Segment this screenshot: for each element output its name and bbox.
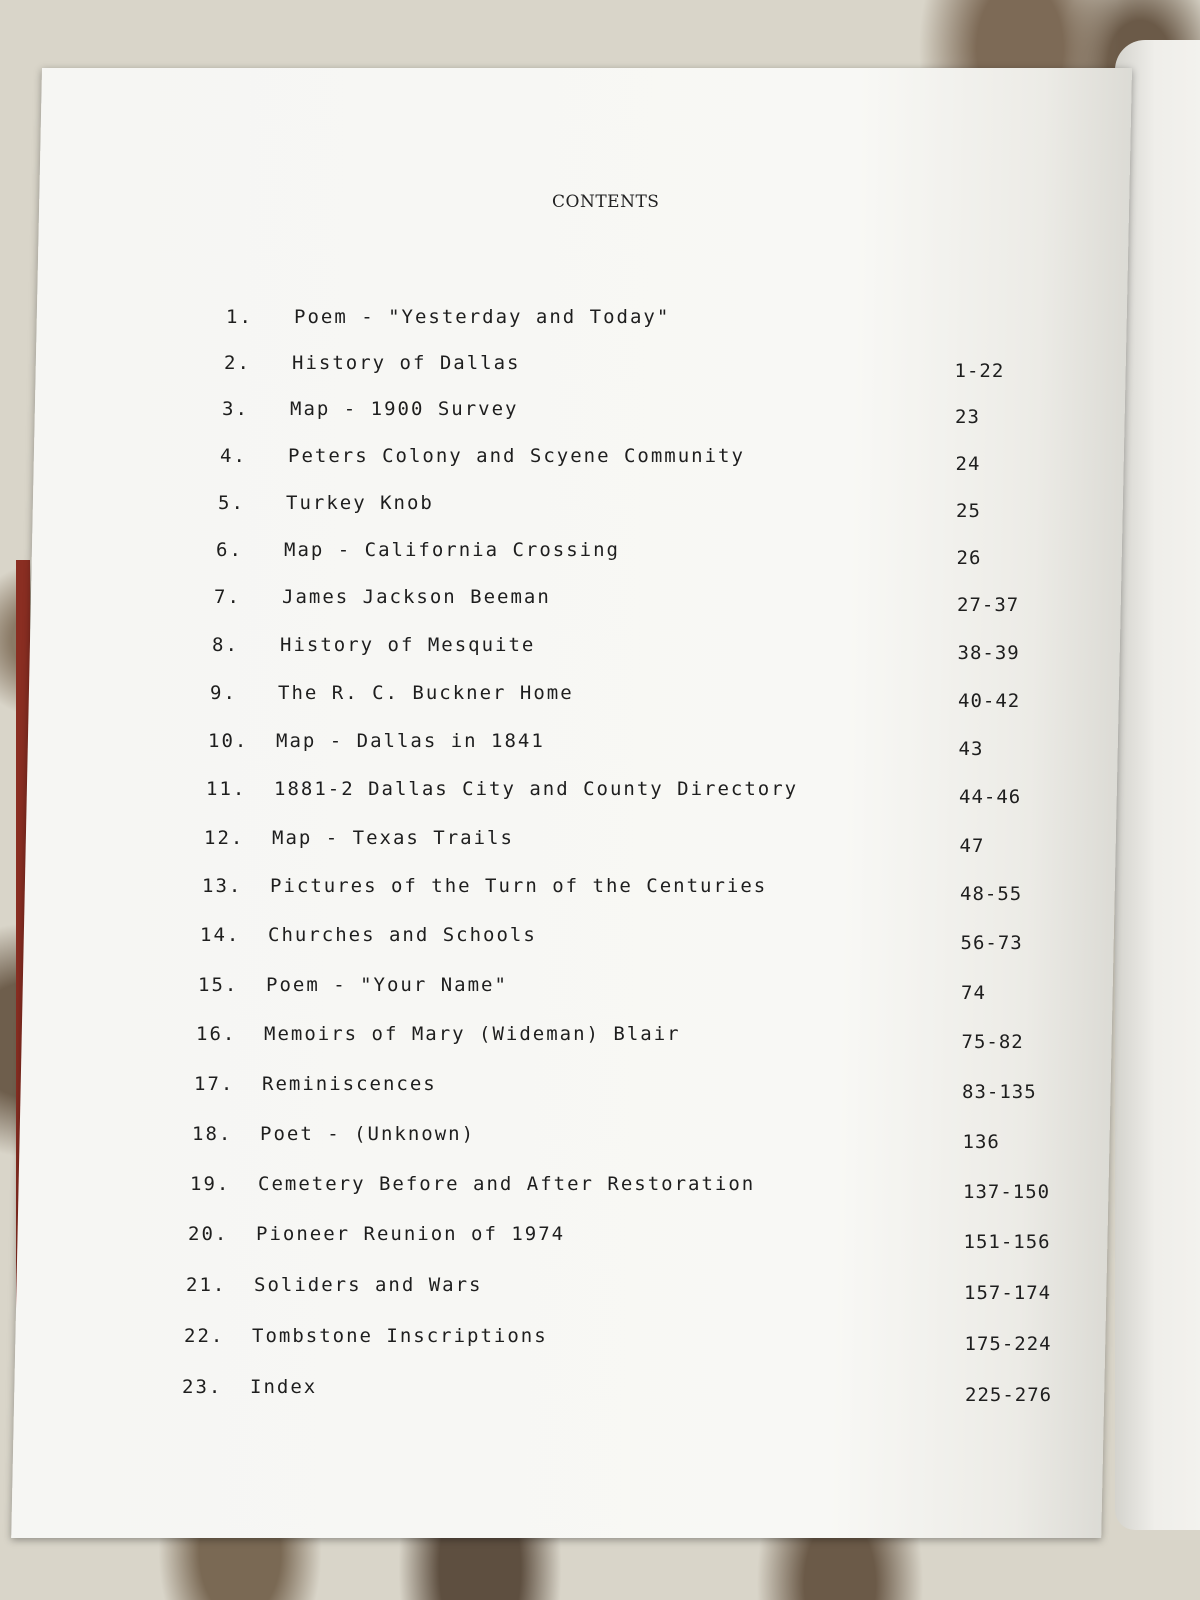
entry-title: Tombstone Inscriptions bbox=[252, 1324, 548, 1347]
entry-title: History of Mesquite bbox=[280, 633, 536, 656]
entry-number: 23. bbox=[182, 1376, 223, 1399]
entry-title: Memoirs of Mary (Wideman) Blair bbox=[264, 1023, 681, 1045]
entry-title: 1881-2 Dallas City and County Directory bbox=[274, 778, 799, 800]
entry-number: 19. bbox=[190, 1172, 231, 1195]
entry-title: Pioneer Reunion of 1974 bbox=[256, 1223, 566, 1246]
entry-title: Reminiscences bbox=[262, 1072, 437, 1095]
entry-pages: 23 bbox=[955, 406, 980, 429]
entry-title: Soliders and Wars bbox=[254, 1274, 483, 1296]
entry-pages: 27-37 bbox=[957, 594, 1020, 617]
entry-title: History of Dallas bbox=[292, 352, 521, 375]
entry-pages: 24 bbox=[955, 453, 981, 476]
entry-pages: 47 bbox=[959, 834, 985, 857]
entry-pages: 40-42 bbox=[958, 689, 1021, 712]
entry-pages: 136 bbox=[962, 1130, 1000, 1153]
entry-number: 9. bbox=[210, 681, 237, 704]
entry-number: 11. bbox=[206, 778, 247, 800]
entry-number: 3. bbox=[222, 398, 249, 421]
entry-number: 21. bbox=[186, 1274, 227, 1296]
entry-pages: 151-156 bbox=[963, 1231, 1051, 1254]
entry-number: 6. bbox=[216, 539, 243, 561]
entry-number: 15. bbox=[198, 973, 239, 996]
entry-number: 16. bbox=[196, 1023, 237, 1045]
entry-number: 20. bbox=[188, 1223, 229, 1246]
page-title: CONTENTS bbox=[552, 192, 660, 212]
entry-title: Index bbox=[250, 1376, 318, 1399]
entry-pages: 25 bbox=[956, 499, 981, 522]
entry-pages: 74 bbox=[961, 981, 986, 1004]
entry-pages: 56-73 bbox=[960, 932, 1023, 955]
entry-pages: 157-174 bbox=[964, 1282, 1052, 1304]
entry-title: Poet - (Unknown) bbox=[260, 1122, 476, 1145]
entry-title: The R. C. Buckner Home bbox=[278, 681, 574, 704]
entry-title: Churches and Schools bbox=[268, 924, 537, 947]
entry-title: Pictures of the Turn of the Centuries bbox=[270, 875, 768, 898]
entry-number: 10. bbox=[208, 729, 249, 752]
entry-title: Map - Texas Trails bbox=[272, 826, 514, 849]
entry-title: Poem - "Yesterday and Today" bbox=[294, 306, 671, 328]
entry-title: James Jackson Beeman bbox=[282, 586, 551, 609]
entry-title: Map - Dallas in 1841 bbox=[276, 729, 545, 752]
entry-pages: 1-22 bbox=[954, 360, 1005, 383]
entry-pages: 175-224 bbox=[964, 1332, 1052, 1355]
entry-number: 2. bbox=[224, 352, 251, 375]
entry-pages: 83-135 bbox=[962, 1080, 1037, 1103]
entry-title: Poem - "Your Name" bbox=[266, 973, 508, 996]
entry-number: 18. bbox=[192, 1122, 233, 1145]
entry-number: 22. bbox=[184, 1324, 225, 1347]
entry-number: 4. bbox=[220, 445, 247, 468]
entry-pages: 43 bbox=[958, 737, 984, 760]
entry-pages: 137-150 bbox=[963, 1180, 1051, 1203]
entry-number: 1. bbox=[226, 306, 253, 328]
entry-number: 7. bbox=[214, 586, 241, 609]
entry-number: 5. bbox=[218, 491, 245, 514]
entry-pages: 48-55 bbox=[960, 883, 1023, 906]
entry-title: Turkey Knob bbox=[286, 491, 434, 514]
entry-pages: 75-82 bbox=[961, 1031, 1024, 1053]
entry-title: Map - 1900 Survey bbox=[290, 398, 519, 421]
entry-title: Cemetery Before and After Restoration bbox=[258, 1172, 756, 1195]
entry-title: Map - California Crossing bbox=[284, 539, 620, 561]
entry-title: Peters Colony and Scyene Community bbox=[288, 445, 745, 468]
entry-number: 8. bbox=[212, 633, 239, 656]
entry-pages: 38-39 bbox=[957, 641, 1020, 664]
entry-pages: 225-276 bbox=[965, 1384, 1053, 1407]
entry-pages: 26 bbox=[956, 547, 982, 569]
entry-number: 13. bbox=[202, 875, 243, 898]
entry-number: 12. bbox=[204, 826, 245, 849]
entry-number: 14. bbox=[200, 924, 241, 947]
entry-number: 17. bbox=[194, 1072, 235, 1095]
entry-pages: 44-46 bbox=[959, 786, 1022, 808]
